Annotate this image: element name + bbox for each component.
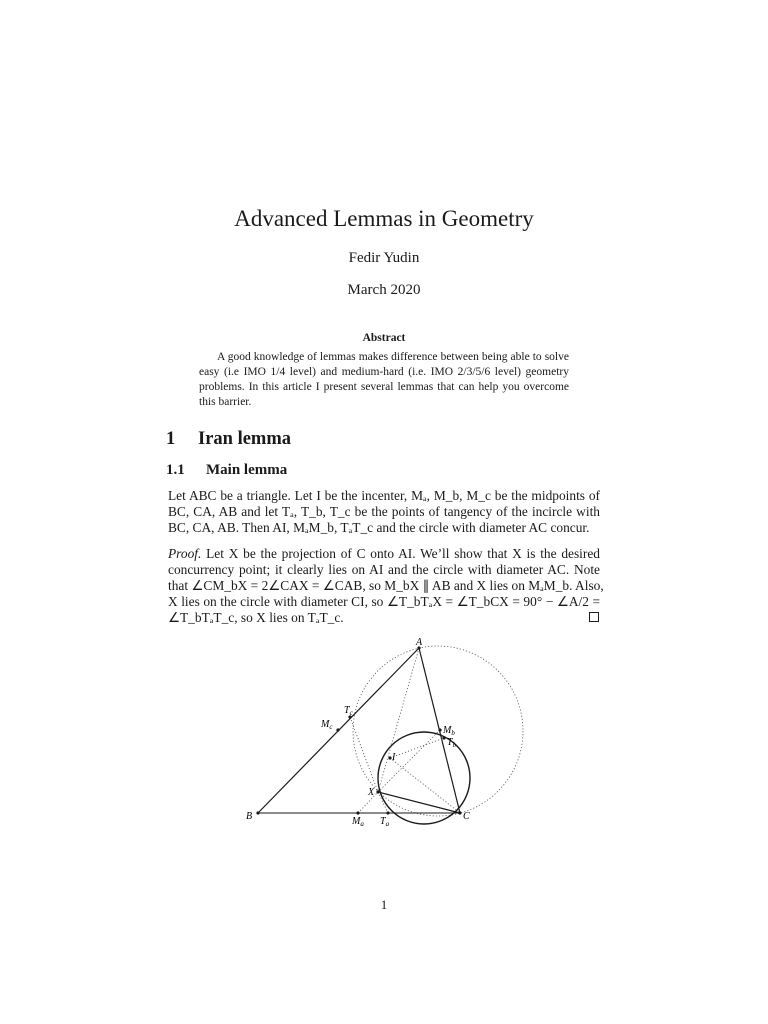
proof-line: ∠T_bTₐT_c, so X lies on TₐT_c. [168, 610, 344, 625]
point-b [256, 811, 259, 814]
label-mb: $M_b$ [443, 725, 455, 737]
page-number: 1 [380, 897, 388, 912]
point-mb [438, 728, 441, 731]
lemma-line: BC, CA, AB and let Tₐ, T_b, T_c be the points of tangency of the incircle with [168, 504, 600, 519]
point-tb [442, 736, 445, 739]
point-c [458, 811, 461, 814]
abstract-body: A good knowledge of lemmas makes difference between being able to solve easy (i.e IMO 1/4 level) and medium-hard (i.e. IMO 2/3/5/6 level) geometry problems. In this article I present several lemmas that can help you overcome this barrier. [199, 351, 569, 408]
label-i: I [392, 752, 396, 763]
proof-label: Proof. [168, 546, 202, 561]
lemma-line: Let ABC be a triangle. Let I be the incenter, Mₐ, M_b, M_c be the midpoints of [168, 488, 600, 503]
point-ta [386, 811, 389, 814]
publication-date: March 2020 [347, 282, 421, 298]
line-i-tb [390, 738, 444, 758]
label-ma: $M_a$ [352, 816, 364, 828]
label-c: C [463, 811, 470, 822]
line-tc-x [350, 717, 378, 792]
line-x-mb [378, 730, 440, 792]
subsection-number: 1.1 [166, 462, 185, 478]
point-ma [356, 811, 359, 814]
lemma-line: BC, CA, AB. Then AI, MₐM_b, TₐT_c and the circle with diameter AC concur. [168, 520, 590, 535]
label-x: X [368, 787, 375, 798]
label-tc: $T_c$ [344, 705, 353, 717]
section-number: 1 [166, 429, 176, 449]
abstract-heading: Abstract [362, 332, 406, 344]
label-b: B [246, 811, 253, 822]
label-ta: $T_a$ [380, 816, 390, 828]
proof-line: that ∠CM_bX = 2∠CAX = ∠CAB, so M_bX ∥ AB and X lies on MₐM_b. Also, [168, 578, 604, 593]
label-a: A [416, 637, 423, 648]
subsection-title: Main lemma [206, 462, 288, 478]
proof-line: concurrency point; it clearly lies on AI and the circle with diameter AC. Note [168, 562, 600, 577]
point-x [376, 790, 379, 793]
line-i-c [390, 758, 460, 813]
proof-line-text: Let X be the projection of C onto AI. We’ll show that X is the desired [206, 546, 600, 561]
label-mc: $M_c$ [321, 719, 333, 731]
author-name: Fedir Yudin [348, 250, 420, 266]
point-mc [336, 728, 339, 731]
label-tb: $T_b$ [447, 737, 457, 749]
line-x-ta [378, 792, 388, 813]
section-title: Iran lemma [198, 429, 291, 449]
proof-line: X lies on the circle with diameter CI, so ∠T_bTₐX = ∠T_bCX = 90° − ∠A/2 = [168, 594, 600, 609]
paper-title: Advanced Lemmas in Geometry [234, 206, 534, 231]
